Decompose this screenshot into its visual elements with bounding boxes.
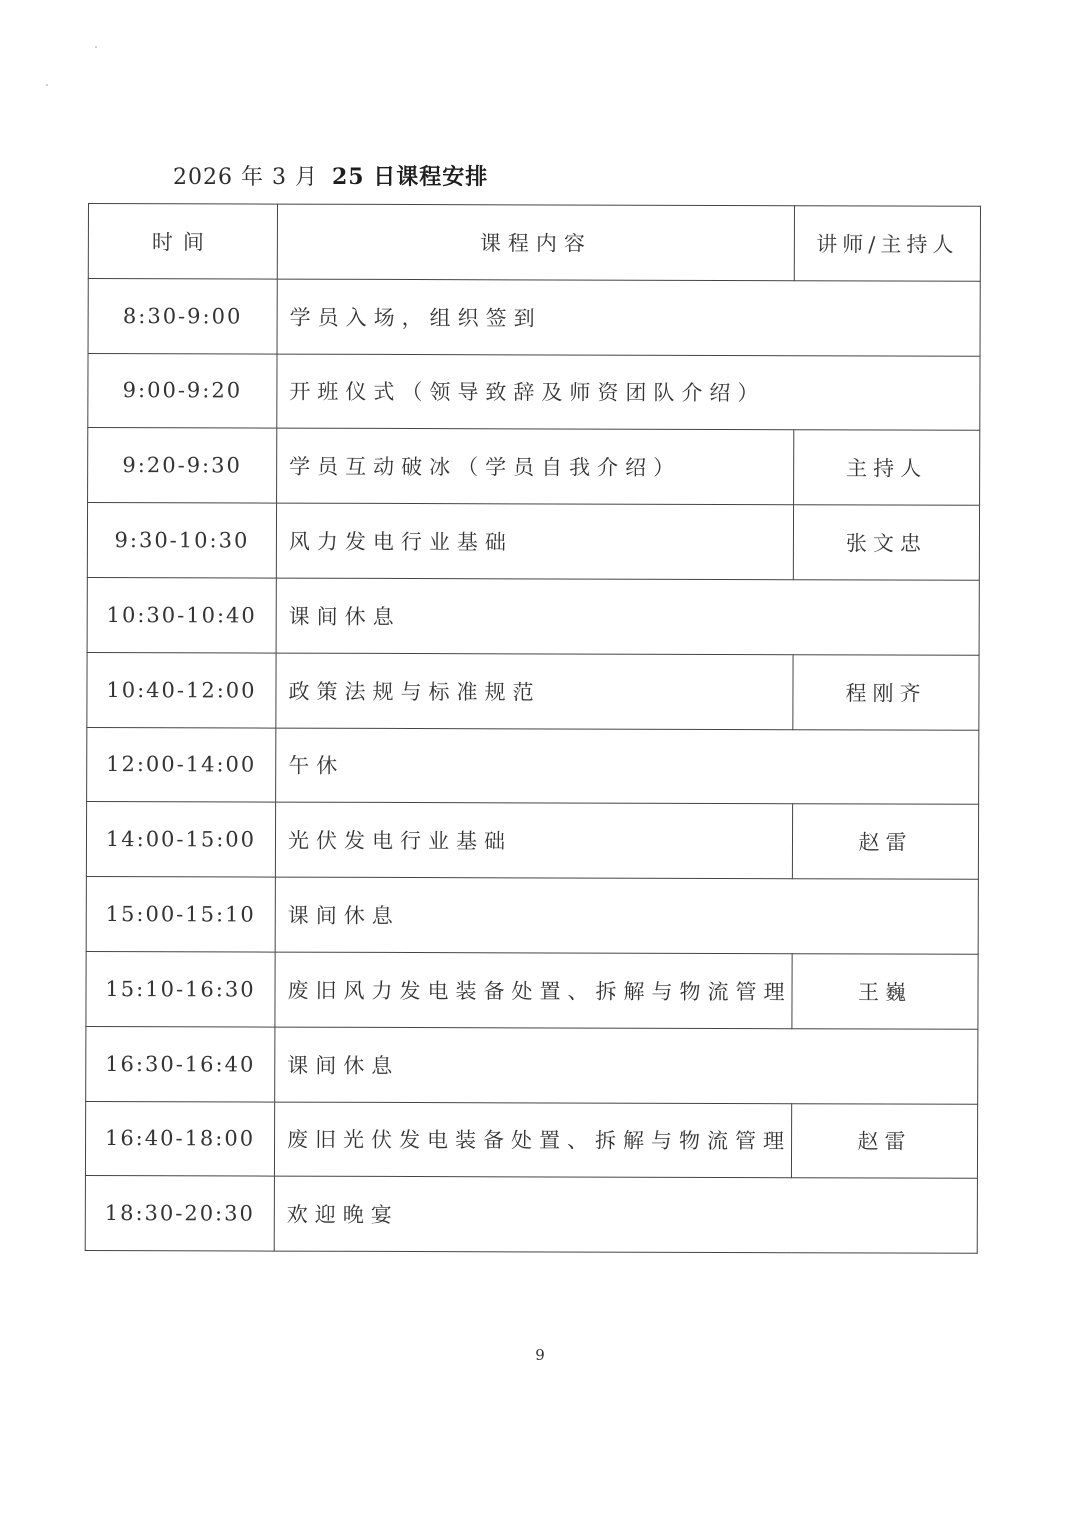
schedule-body bbox=[85, 278, 980, 1253]
row-time: 15:00-15:10 bbox=[86, 877, 275, 952]
row-time: 10:30-10:40 bbox=[87, 577, 276, 652]
schedule-title: 25 日课程安排 bbox=[331, 164, 489, 190]
schedule-heading bbox=[173, 160, 488, 194]
header-host: 讲师/主持人 bbox=[794, 206, 980, 281]
row-time: 18:30-20:30 bbox=[85, 1176, 274, 1251]
row-host: 王巍 bbox=[792, 954, 978, 1029]
row-content: 废旧光伏发电装备处置、拆解与物流管理 bbox=[274, 1102, 791, 1178]
table-row bbox=[87, 727, 979, 805]
row-time: 10:40-12:00 bbox=[87, 652, 276, 727]
row-content: 课间休息 bbox=[276, 578, 979, 655]
row-content: 学员互动破冰（学员自我介绍） bbox=[277, 428, 794, 504]
row-content: 课间休息 bbox=[275, 1027, 978, 1104]
row-host: 程刚齐 bbox=[793, 654, 979, 729]
row-content: 光伏发电行业基础 bbox=[275, 802, 792, 878]
page-number: 9 bbox=[535, 1346, 545, 1364]
row-content: 开班仪式（领导致辞及师资团队介绍） bbox=[277, 354, 980, 431]
table-row bbox=[86, 951, 978, 1029]
row-time: 16:30-16:40 bbox=[86, 1026, 275, 1101]
table-row bbox=[88, 353, 980, 431]
header-time: 时间 bbox=[88, 204, 277, 279]
scan-speck bbox=[95, 46, 97, 48]
table-row bbox=[88, 278, 980, 356]
table-row bbox=[87, 652, 979, 730]
row-content: 午休 bbox=[276, 728, 979, 805]
scan-speck bbox=[46, 84, 48, 86]
schedule-date: 2026 年 3 月 bbox=[173, 165, 318, 190]
row-content: 学员入场，组织签到 bbox=[277, 279, 980, 356]
header-content: 课程内容 bbox=[277, 204, 794, 280]
row-time: 9:00-9:20 bbox=[88, 353, 277, 428]
table-row bbox=[85, 1101, 977, 1179]
table-row bbox=[86, 802, 978, 880]
row-host: 赵雷 bbox=[792, 804, 978, 879]
row-time: 12:00-14:00 bbox=[87, 727, 276, 802]
row-host: 张文忠 bbox=[793, 505, 979, 580]
row-content: 政策法规与标准规范 bbox=[276, 653, 793, 729]
table-header-row bbox=[88, 204, 980, 282]
table-row bbox=[86, 1026, 978, 1104]
row-time: 9:30-10:30 bbox=[87, 503, 276, 578]
row-time: 15:10-16:30 bbox=[86, 951, 275, 1026]
row-time: 16:40-18:00 bbox=[85, 1101, 274, 1176]
row-content: 欢迎晚宴 bbox=[274, 1176, 977, 1253]
row-content: 风力发电行业基础 bbox=[276, 503, 793, 579]
row-time: 9:20-9:30 bbox=[88, 428, 277, 503]
schedule-table bbox=[85, 203, 981, 1254]
table-row bbox=[88, 428, 980, 506]
table-row bbox=[87, 503, 979, 581]
row-content: 课间休息 bbox=[275, 877, 978, 954]
row-host: 赵雷 bbox=[791, 1103, 977, 1178]
row-host: 主持人 bbox=[794, 430, 980, 505]
table-row bbox=[87, 577, 979, 655]
table-row bbox=[86, 877, 978, 955]
row-content: 废旧风力发电装备处置、拆解与物流管理 bbox=[275, 952, 792, 1028]
table-row bbox=[85, 1176, 977, 1254]
row-time: 8:30-9:00 bbox=[88, 278, 277, 353]
row-time: 14:00-15:00 bbox=[86, 802, 275, 877]
